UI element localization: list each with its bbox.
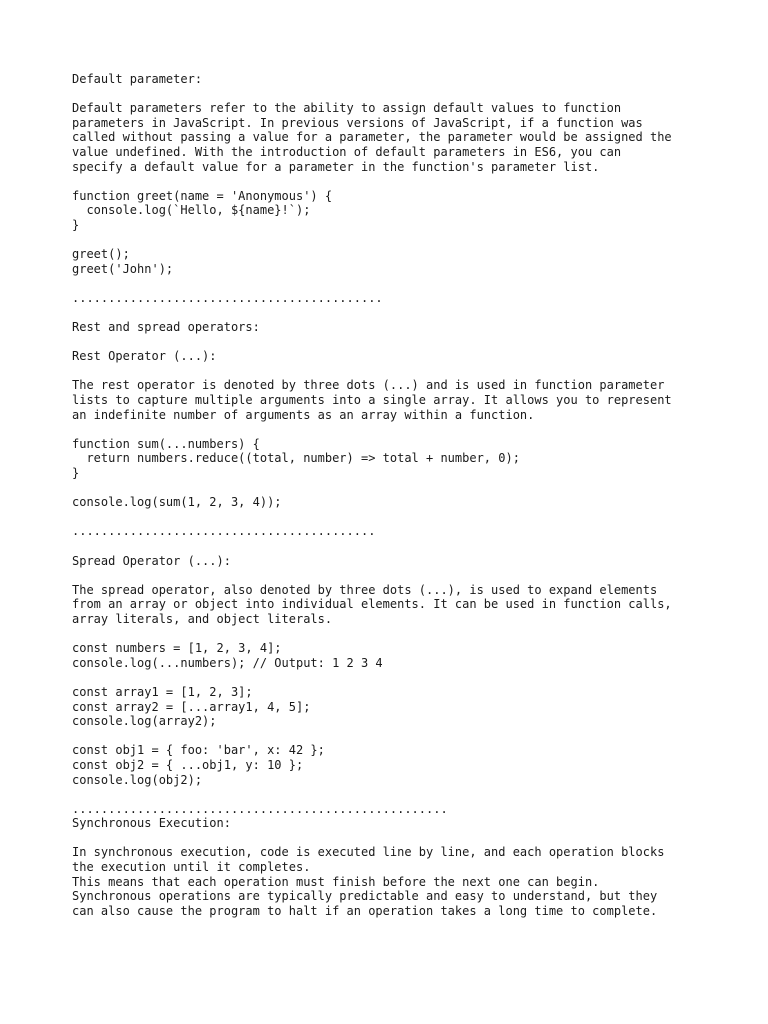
- code-sum-call: console.log(sum(1, 2, 3, 4));: [72, 495, 282, 510]
- document-page: [72, 72, 732, 918]
- code-greet-function: function greet(name = 'Anonymous') { console.log(`Hello, ${name}!`); }: [72, 188, 333, 232]
- code-spread-objects: const obj1 = { foo: 'bar', x: 42 }; const obj2 = { ...obj1, y: 10 }; console.log(obj2);: [72, 743, 325, 787]
- section-heading-rest-spread: Rest and spread operators:: [72, 320, 260, 335]
- dotted-separator-1: ...........................................: [72, 290, 383, 305]
- dotted-separator-2: ..........................................: [72, 524, 376, 539]
- paragraph-synchronous-execution: In synchronous execution, code is executed line by line, and each operation blocks the execution until it completes. This means that each operation must finish before the next one can begin. Synchronous operations are typically predictable and easy to understand, but they can also cause the program to halt if an operation takes a long time to complete.: [72, 845, 665, 918]
- code-sum-function: function sum(...numbers) { return numbers.reduce((total, number) => total + number, 0); }: [72, 436, 520, 481]
- paragraph-rest-operator: The rest operator is denoted by three dots (...) and is used in function parameter lists to capture multiple arguments into a single array. It allows you to represent an indefinite number of arguments as an array within a function.: [72, 378, 672, 422]
- subheading-spread-operator: Spread Operator (...):: [72, 553, 231, 568]
- paragraph-default-parameters: Default parameters refer to the ability to assign default values to function parameters in JavaScript. In previous versions of JavaScript, if a function was called without passing a value for a parameter, the parameter would be assigned the value undefined. With the introduction of default parameters in ES6, you can specify a default value for a parameter in the function's parameter list.: [72, 101, 672, 174]
- section-heading-synchronous-execution: Synchronous Execution:: [72, 816, 231, 831]
- code-spread-arrays: const array1 = [1, 2, 3]; const array2 = [...array1, 4, 5]; console.log(array2);: [72, 684, 311, 729]
- dotted-separator-3: ....................................................: [72, 801, 448, 816]
- paragraph-spread-operator: The spread operator, also denoted by three dots (...), is used to expand elements from an array or object into individual elements. It can be used in function calls, array literals, and object literals.: [72, 582, 672, 626]
- code-spread-numbers: const numbers = [1, 2, 3, 4]; console.log(...numbers); // Output: 1 2 3 4: [72, 641, 383, 670]
- subheading-rest-operator: Rest Operator (...):: [72, 349, 217, 364]
- section-heading-default-parameter: Default parameter:: [72, 72, 203, 86]
- code-greet-calls: greet(); greet('John');: [72, 247, 174, 276]
